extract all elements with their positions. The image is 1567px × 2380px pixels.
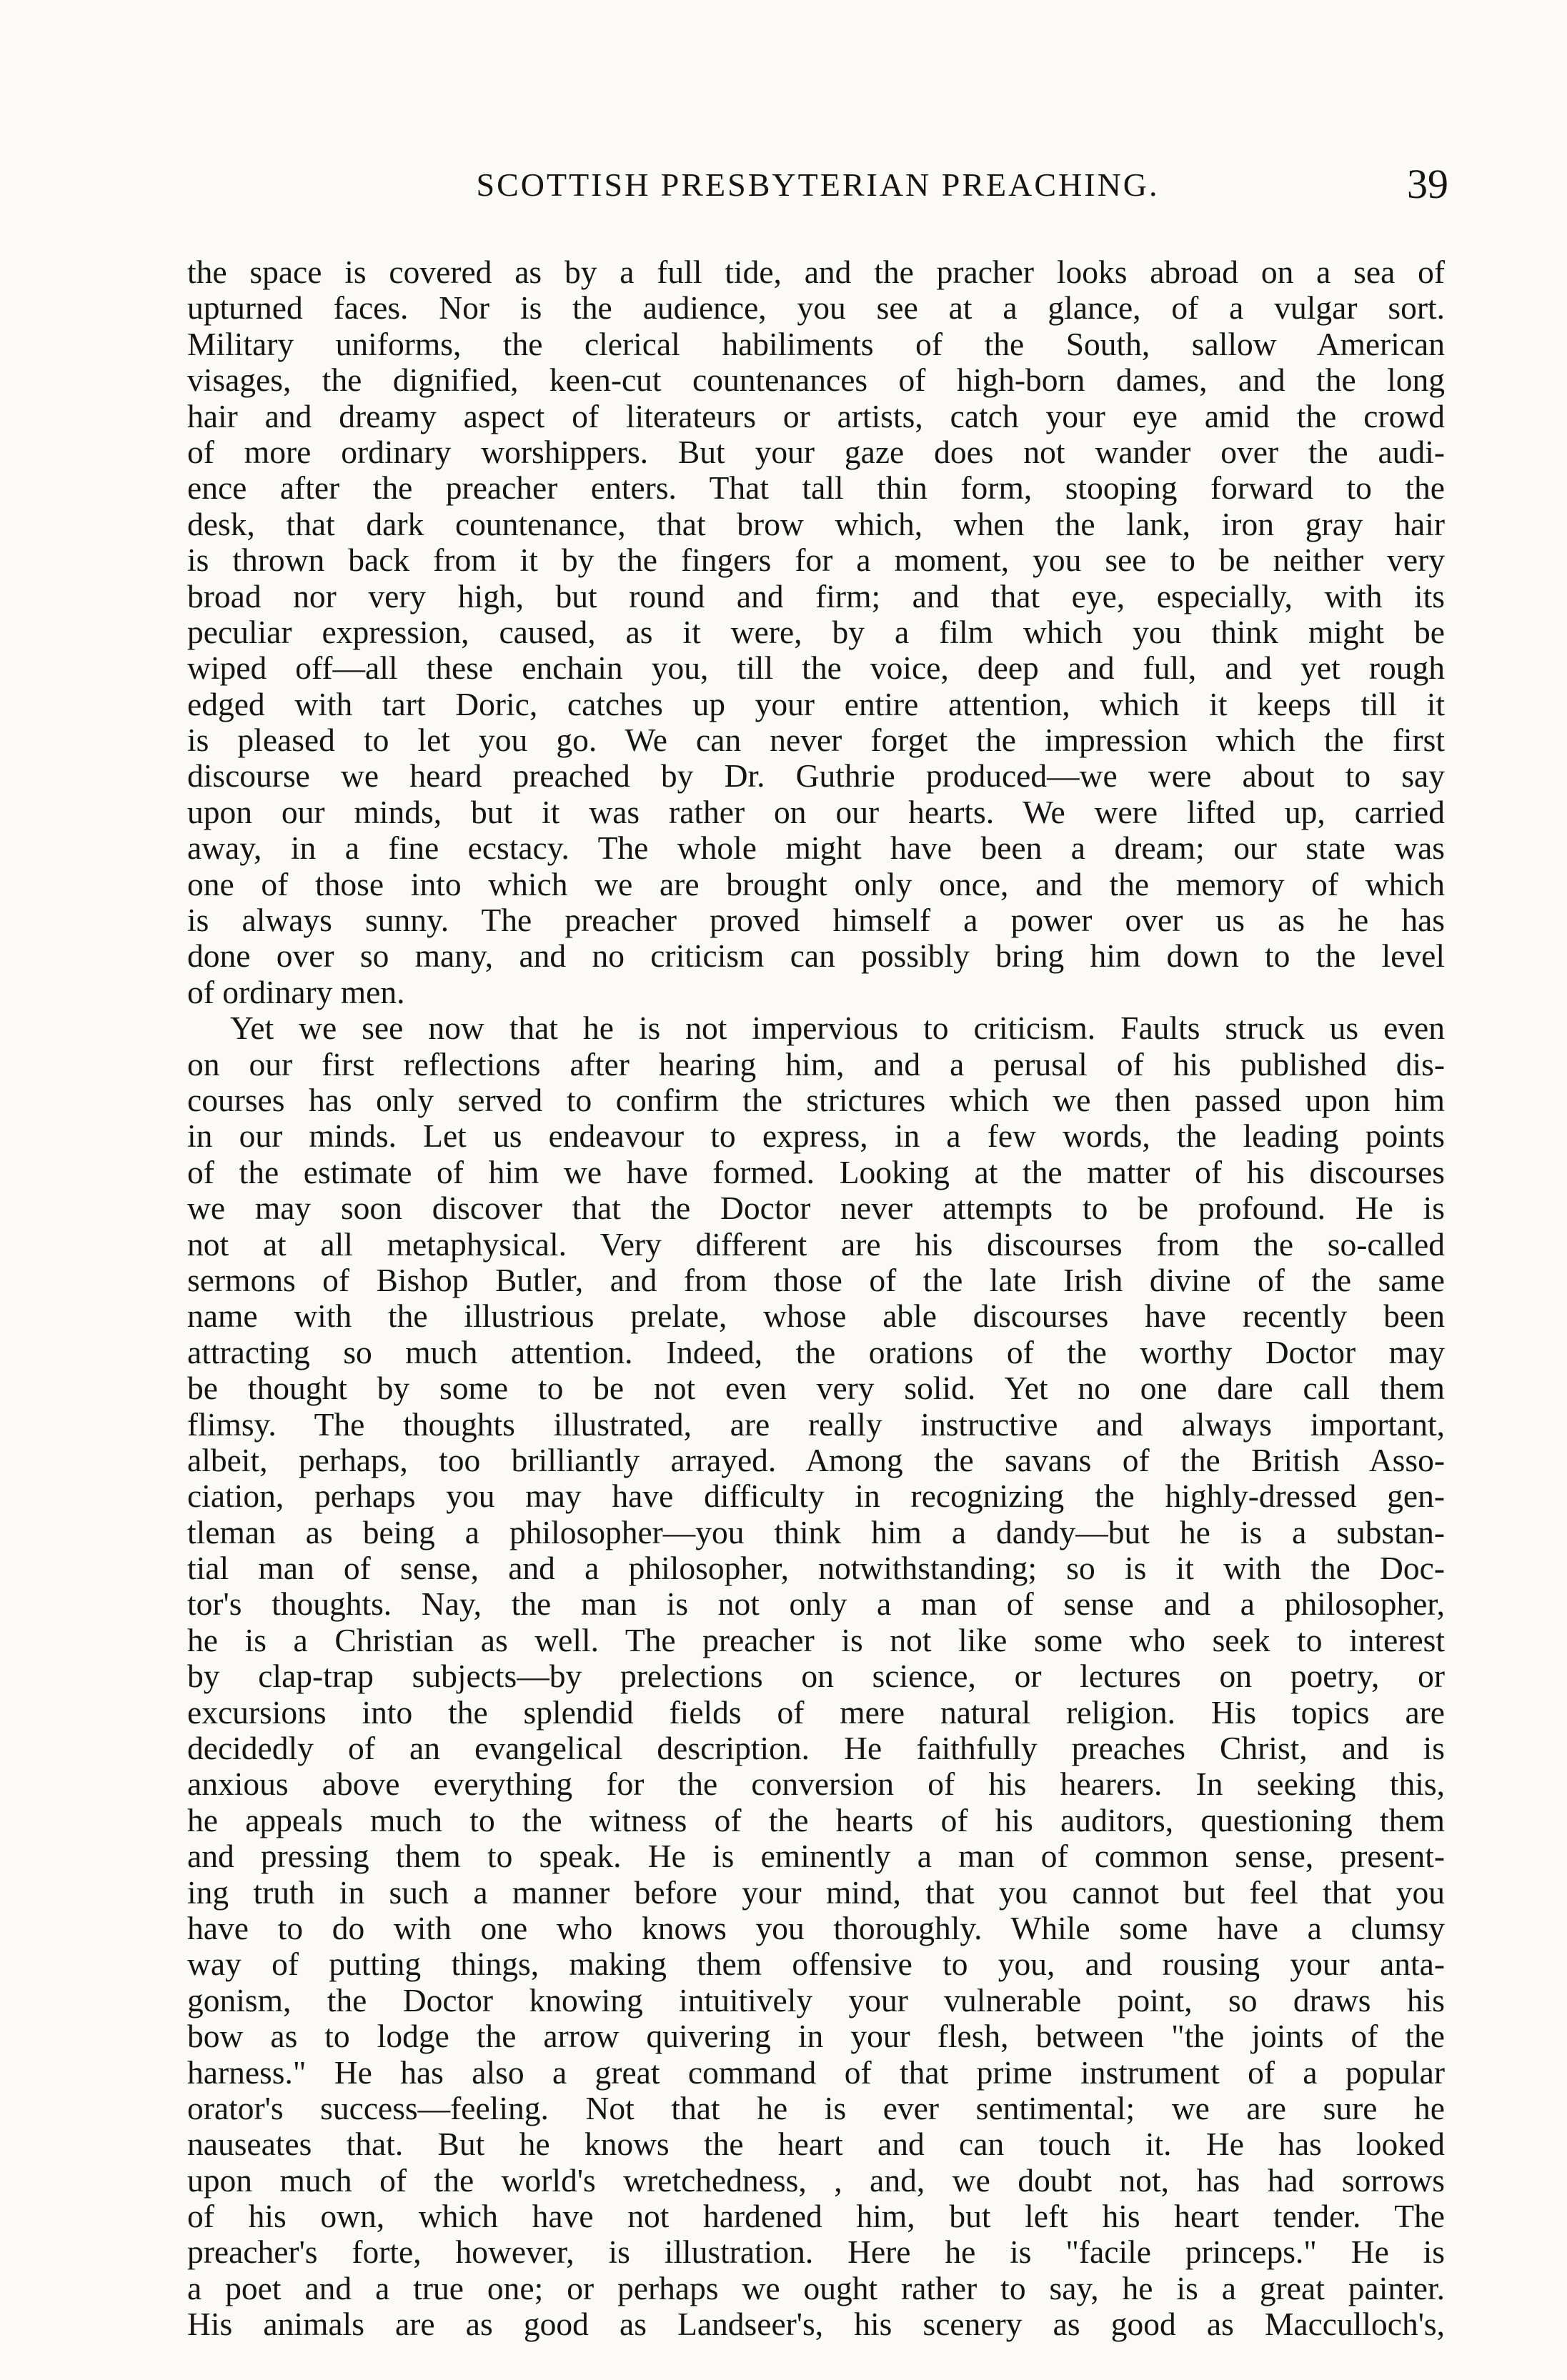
text-line: way of putting things, making them offensive to you, and rousing your anta-	[187, 1946, 1445, 1983]
text-line: harness." He has also a great command of that prime instrument of a popular	[187, 2054, 1445, 2091]
text-line: have to do with one who knows you thoroughly. While some have a clumsy	[187, 1910, 1445, 1946]
text-line: name with the illustrious prelate, whose able discourses have recently been	[187, 1298, 1445, 1335]
text-line: preacher's forte, however, is illustration. Here he is "facile princeps." He is	[187, 2234, 1445, 2271]
text-line: is thrown back from it by the fingers for a moment, you see to be neither very	[187, 542, 1445, 579]
text-line: Yet we see now that he is not impervious to criticism. Faults struck us even	[230, 1010, 1445, 1047]
text-line: tial man of sense, and a philosopher, notwithstanding; so is it with the Doc-	[187, 1550, 1445, 1587]
text-line: away, in a fine ecstacy. The whole might have been a dream; our state was	[187, 830, 1445, 867]
text-line: is pleased to let you go. We can never forget the impression which the first	[187, 722, 1445, 759]
text-line: of more ordinary worshippers. But your gaze does not wander over the audi-	[187, 434, 1445, 470]
text-line: upon our minds, but it was rather on our hearts. We were lifted up, carried	[187, 794, 1445, 830]
text-line: discourse we heard preached by Dr. Guthrie produced—we were about to say	[187, 758, 1445, 795]
text-line: edged with tart Doric, catches up your entire attention, which it keeps till it	[187, 686, 1445, 722]
text-line: tor's thoughts. Nay, the man is not only a man of sense and a philosopher,	[187, 1586, 1445, 1623]
text-line: a poet and a true one; or perhaps we ought rather to say, he is a great painter.	[187, 2270, 1445, 2306]
text-line: one of those into which we are brought only once, and the memory of which	[187, 866, 1445, 902]
body-text	[187, 254, 1445, 2343]
text-line: bow as to lodge the arrow quivering in your flesh, between "the joints of the	[187, 2018, 1445, 2055]
text-line: not at all metaphysical. Very different are his discourses from the so-called	[187, 1226, 1445, 1263]
text-line: done over so many, and no criticism can possibly bring him down to the level	[187, 938, 1445, 975]
text-line: is always sunny. The preacher proved himself a power over us as he has	[187, 902, 1445, 939]
text-line: wiped off—all these enchain you, till the voice, deep and full, and yet rough	[187, 650, 1445, 687]
running-head: SCOTTISH PRESBYTERIAN PREACHING.	[476, 166, 1160, 203]
text-line: be thought by some to be not even very solid. Yet no one dare call them	[187, 1370, 1445, 1407]
text-line: anxious above everything for the conversion of his hearers. In seeking this,	[187, 1766, 1445, 1803]
text-line: decidedly of an evangelical description. He faithfully preaches Christ, and is	[187, 1731, 1445, 1767]
text-line: albeit, perhaps, too brilliantly arrayed. Among the savans of the British Asso-	[187, 1442, 1445, 1478]
text-line: of the estimate of him we have formed. Looking at the matter of his discourses	[187, 1154, 1445, 1190]
text-line: of his own, which have not hardened him, but left his heart tender. The	[187, 2199, 1445, 2235]
text-line: visages, the dignified, keen-cut countenances of high-born dames, and the long	[187, 362, 1445, 399]
text-line: courses has only served to confirm the strictures which we then passed upon him	[187, 1082, 1445, 1118]
text-line: gonism, the Doctor knowing intuitively your vulnerable point, so draws his	[187, 1982, 1445, 2018]
text-line: hair and dreamy aspect of literateurs or artists, catch your eye amid the crowd	[187, 398, 1445, 434]
text-line: broad nor very high, but round and firm; and that eye, especially, with its	[187, 578, 1445, 614]
text-line: peculiar expression, caused, as it were, by a film which you think might be	[187, 614, 1445, 650]
text-line: we may soon discover that the Doctor never attempts to be profound. He is	[187, 1190, 1445, 1227]
text-line: upon much of the world's wretchedness, , and, we doubt not, has had sorrows	[187, 2162, 1445, 2199]
page-header	[187, 161, 1448, 209]
text-line: ence after the preacher enters. That tall thin form, stooping forward to the	[187, 470, 1445, 507]
text-line: by clap-trap subjects—by prelections on science, or lectures on poetry, or	[187, 1658, 1445, 1695]
text-line: flimsy. The thoughts illustrated, are really instructive and always important,	[187, 1406, 1445, 1443]
text-line: he appeals much to the witness of the hearts of his auditors, questioning them	[187, 1802, 1445, 1838]
text-line: ing truth in such a manner before your mind, that you cannot but feel that you	[187, 1874, 1445, 1911]
text-line: sermons of Bishop Butler, and from those of the late Irish divine of the same	[187, 1262, 1445, 1298]
text-line: he is a Christian as well. The preacher is not like some who seek to interest	[187, 1622, 1445, 1658]
page-number: 39	[1407, 161, 1448, 207]
text-line: tleman as being a philosopher—you think him a dandy—but he is a substan-	[187, 1514, 1445, 1550]
text-line: the space is covered as by a full tide, and the pracher looks abroad on a sea of	[187, 254, 1445, 290]
text-line: His animals are as good as Landseer's, his scenery as good as Macculloch's,	[187, 2306, 1445, 2343]
text-line: upturned faces. Nor is the audience, you see at a glance, of a vulgar sort.	[187, 290, 1445, 327]
text-line: and pressing them to speak. He is eminently a man of common sense, present-	[187, 1838, 1445, 1875]
text-line: of ordinary men.	[187, 974, 405, 1010]
text-line: Military uniforms, the clerical habiliments of the South, sallow American	[187, 326, 1445, 362]
text-line: attracting so much attention. Indeed, the orations of the worthy Doctor may	[187, 1334, 1445, 1370]
text-line: on our first reflections after hearing him, and a perusal of his published dis-	[187, 1046, 1445, 1082]
text-line: orator's success—feeling. Not that he is ever sentimental; we are sure he	[187, 2090, 1445, 2126]
text-line: in our minds. Let us endeavour to express, in a few words, the leading points	[187, 1118, 1445, 1155]
text-line: desk, that dark countenance, that brow which, when the lank, iron gray hair	[187, 506, 1445, 542]
text-line: nauseates that. But he knows the heart and can touch it. He has looked	[187, 2126, 1445, 2163]
text-line: excursions into the splendid fields of mere natural religion. His topics are	[187, 1694, 1445, 1731]
text-line: ciation, perhaps you may have difficulty in recognizing the highly-dressed gen-	[187, 1478, 1445, 1515]
